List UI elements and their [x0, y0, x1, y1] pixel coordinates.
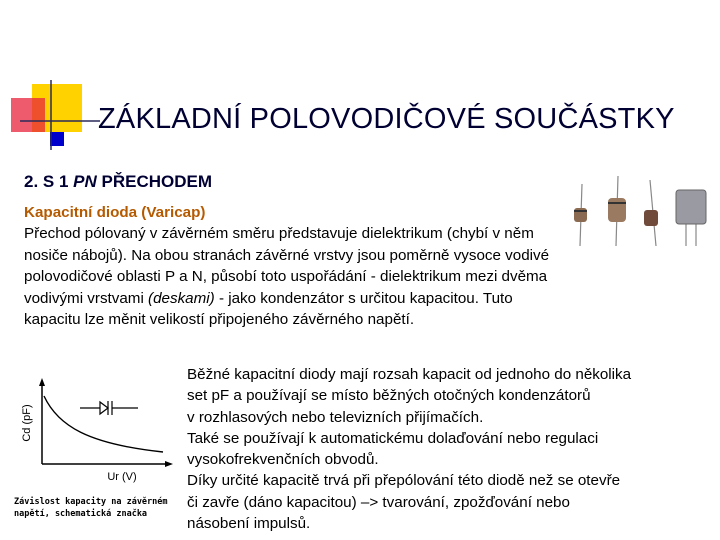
slide-title: ZÁKLADNÍ POLOVODIČOVÉ SOUČÁSTKY [98, 103, 675, 135]
section-italic: PN [73, 172, 97, 191]
right-line: Díky určité kapacitě trvá při přepólování této diodě než se otevře [187, 472, 621, 490]
right-line: set pF a používají se místo běžných otočných kondenzátorů [187, 387, 591, 405]
varicap-diodes-photo [560, 176, 720, 246]
diode-package [676, 190, 706, 224]
section-heading [24, 172, 212, 192]
right-line: v rozhlasových nebo televizních přijímačích. [187, 408, 484, 426]
body-text-italic: (deskami) [148, 289, 215, 307]
right-paragraph [187, 364, 719, 534]
main-paragraph [24, 202, 569, 330]
capacitance-graph [18, 378, 178, 488]
x-axis-label: Ur (V) [107, 471, 137, 483]
slide-logo-decoration [0, 0, 100, 150]
varicap-heading: Kapacitní dioda (Varicap) [24, 204, 206, 221]
body-text-1: Přechod pólovaný v závěrném směru představuje dielektrikum (chybí v něm nosiče nábojů). Na obou stranách závěrné vrstvy jsou poměrně vysoce vodivé polovodičové oblasti P a N, působí toto uspořádání - dielektrikum mezi dvěma vodivými vrstvami [24, 225, 550, 307]
diode-glass-2 [608, 198, 626, 222]
section-suffix: PŘECHODEM [96, 172, 212, 191]
right-line: násobení impulsů. [187, 515, 311, 533]
diode-glass-3 [644, 210, 658, 226]
blue-square [50, 132, 64, 146]
varicap-symbol-icon [80, 401, 138, 415]
right-line: či zavře (dáno kapacitou) –> tvarování, zpožďování nebo [187, 493, 570, 511]
right-line: Běžné kapacitní diody mají rozsah kapacit od jednoho do několika [187, 366, 632, 383]
right-line: vysokofrekvenčních obvodů. [187, 451, 379, 469]
red-square [11, 98, 45, 132]
body-text-2: - jako kondenzátor s určitou kapacitou. Tuto kapacitu lze měnit velikostí připojeného závěrného napětí. [24, 289, 513, 329]
figure-caption: Závislost kapacity na závěrném napětí, schematická značka [14, 497, 168, 519]
y-axis-label: Cd (pF) [21, 404, 33, 442]
section-prefix: 2. S 1 [24, 172, 74, 191]
right-line: Také se používají k automatickému dolaďování nebo regulaci [187, 429, 599, 447]
